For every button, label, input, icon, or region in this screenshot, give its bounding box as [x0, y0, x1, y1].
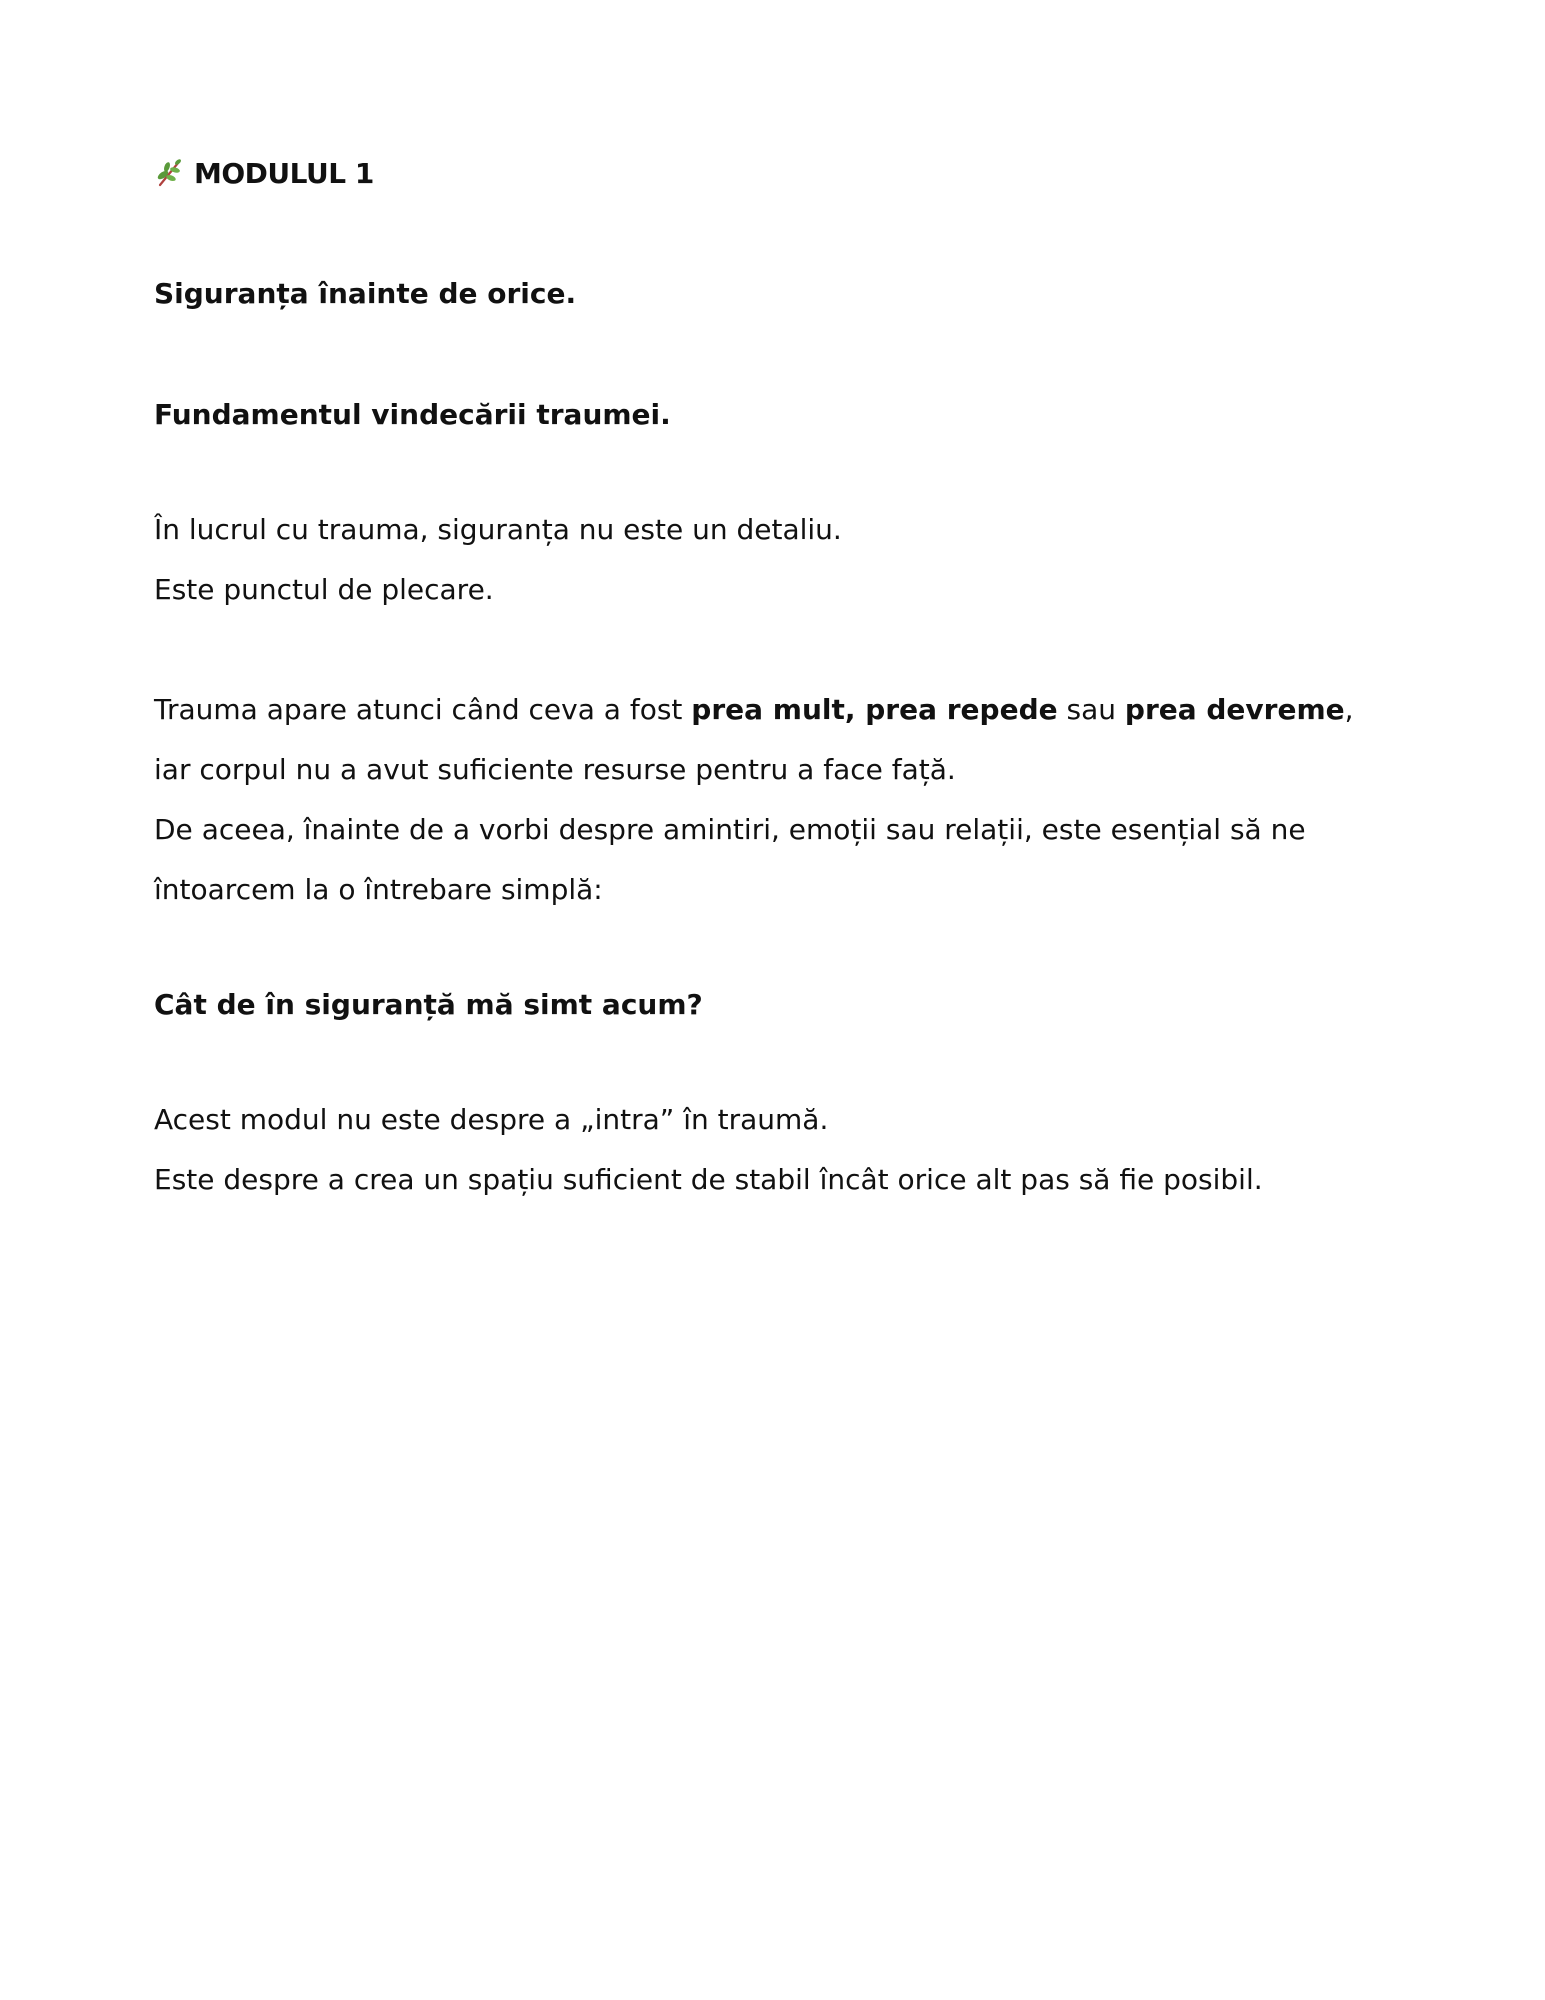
trauma-text-3: , iar corpul nu a avut suficiente resurse pentru a face față. — [154, 693, 1354, 786]
key-question: Cât de în siguranță mă simt acum? — [154, 988, 703, 1021]
page-title: Siguranța înainte de orice. — [154, 277, 577, 310]
intro-paragraph — [154, 500, 1394, 620]
document-content — [154, 150, 1394, 1210]
trauma-bold-1: prea mult, prea repede — [691, 693, 1058, 726]
page-subtitle: Fundamentul vindecării traumei. — [154, 398, 671, 431]
trauma-text-1: Trauma apare atunci când ceva a fost — [154, 693, 692, 726]
intro-line-1: În lucrul cu trauma, siguranța nu este un detaliu. — [154, 513, 842, 546]
closing-paragraph — [154, 1090, 1394, 1210]
intro-line-2: Este punctul de plecare. — [154, 573, 494, 606]
trauma-line-2: De aceea, înainte de a vorbi despre amintiri, emoții sau relații, este esențial să ne întoarcem la o întrebare simplă: — [154, 813, 1306, 906]
trauma-paragraph — [154, 680, 1394, 920]
sprout-icon — [154, 158, 184, 188]
module-title: MODULUL 1 — [194, 156, 374, 190]
trauma-text-2: sau — [1057, 693, 1125, 726]
module-header — [154, 150, 1394, 196]
closing-line-1: Acest modul nu este despre a „intra” în traumă. — [154, 1103, 829, 1136]
trauma-bold-2: prea devreme — [1124, 693, 1345, 726]
closing-line-2: Este despre a crea un spațiu suficient de stabil încât orice alt pas să fie posibil. — [154, 1163, 1263, 1196]
